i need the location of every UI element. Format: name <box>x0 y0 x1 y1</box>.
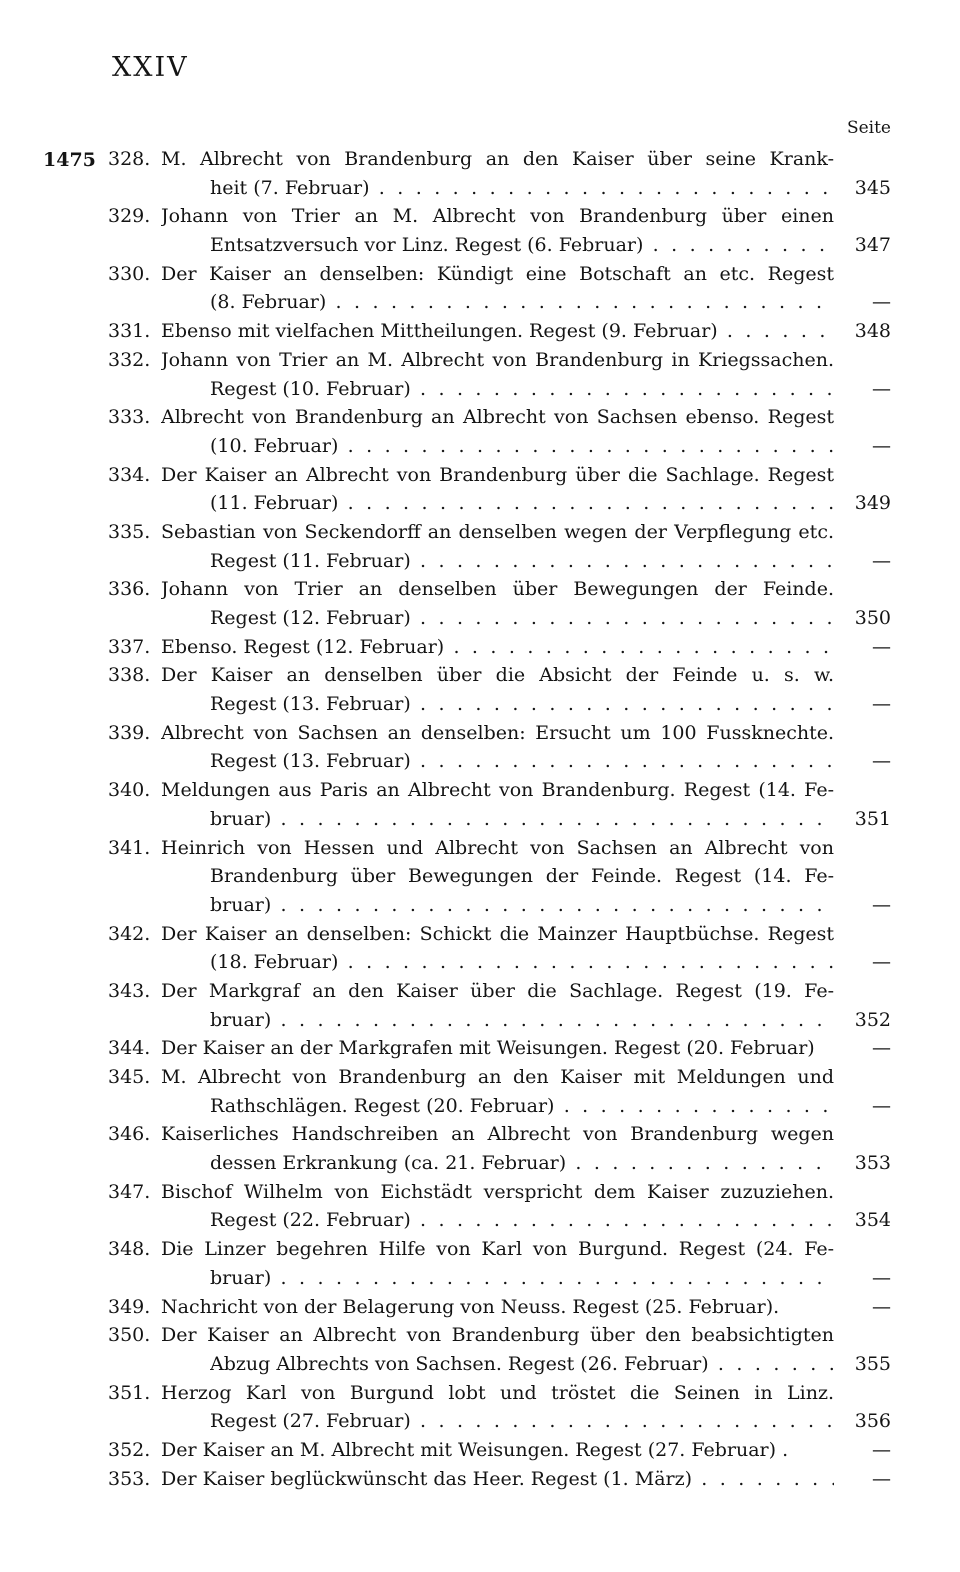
entry-first-line <box>0 575 960 604</box>
entry-page-reference: 347 <box>854 234 891 257</box>
entry-text: Regest (12. Februar) . . . <box>210 604 834 633</box>
page-column-label: Seite <box>846 118 891 138</box>
entry-page-reference: 345 <box>854 176 891 199</box>
toc-entry <box>0 834 960 920</box>
toc-entry <box>0 260 960 317</box>
entry-page-reference: — <box>872 1295 891 1318</box>
entry-continuation-line <box>0 375 960 404</box>
toc-entry <box>0 1379 960 1436</box>
entry-continuation-line <box>0 288 960 317</box>
entry-text: Regest (11. Februar) . . . <box>210 547 834 576</box>
entry-number: 331. <box>108 320 151 343</box>
entry-page-reference: 356 <box>854 1410 891 1433</box>
entry-first-line <box>0 317 960 346</box>
toc-entry <box>0 1034 960 1063</box>
entry-page-reference: 355 <box>854 1352 891 1375</box>
entry-first-line <box>0 633 960 662</box>
entry-continuation-line <box>0 1407 960 1436</box>
toc-entry <box>0 202 960 259</box>
entry-text: Der Kaiser an denselben über die Absicht der Feinde u. s. w. <box>161 664 834 687</box>
entry-text: Der Kaiser an M. Albrecht mit Weisungen. Regest (27. Februar) . <box>161 1438 789 1461</box>
toc-entry <box>0 317 960 346</box>
entry-page-reference: 351 <box>854 807 891 830</box>
entry-text: Regest (13. Februar) . . . <box>210 747 834 776</box>
entry-text: M. Albrecht von Brandenburg an den Kaiser mit Meldungen und <box>161 1066 834 1088</box>
entry-first-line <box>0 1465 960 1494</box>
entry-text: Bischof Wilhelm von Eichstädt verspricht dem Kaiser zuzuziehen. <box>161 1180 834 1203</box>
entry-text: Die Linzer begehren Hilfe von Karl von Burgund. Regest (24. Fe- <box>161 1238 834 1261</box>
toc-entry <box>0 461 960 518</box>
entry-number: 343. <box>108 979 151 1002</box>
entry-first-line <box>0 1063 960 1092</box>
entry-continuation-line <box>0 432 960 461</box>
entry-number: 342. <box>108 922 151 945</box>
entry-continuation-line <box>0 690 960 719</box>
toc-entry <box>0 977 960 1034</box>
toc-entry <box>0 145 960 202</box>
entry-first-line <box>0 977 960 1006</box>
page-number: XXIV <box>112 52 189 83</box>
entry-first-line <box>0 1120 960 1149</box>
entry-number: 328. <box>108 148 151 170</box>
entry-first-line <box>0 661 960 690</box>
entry-continuation-line <box>0 1206 960 1235</box>
entry-number: 338. <box>108 664 151 687</box>
entry-text: bruar) . . . <box>210 1006 834 1035</box>
toc-entry <box>0 719 960 776</box>
entry-text: Ebenso. Regest (12. Februar) . . . <box>161 633 834 662</box>
entry-text: Abzug Albrechts von Sachsen. Regest (26. Februar) . . . <box>210 1350 834 1379</box>
entry-number: 346. <box>108 1123 151 1146</box>
entry-text: Johann von Trier an denselben über Bewegungen der Feinde. <box>161 578 834 601</box>
entry-first-line <box>0 403 960 432</box>
entry-first-line <box>0 1379 960 1408</box>
entry-first-line <box>0 461 960 490</box>
entry-text: Rathschlägen. Regest (20. Februar) . . . <box>210 1092 834 1121</box>
entry-continuation-line <box>0 891 960 920</box>
toc-entry <box>0 1120 960 1177</box>
entry-text: Regest (27. Februar) . . . <box>210 1407 834 1436</box>
entry-continuation-line <box>0 862 960 891</box>
entry-continuation-line <box>0 547 960 576</box>
entry-text: bruar) . . . <box>210 1264 834 1293</box>
entry-page-reference: 353 <box>854 1152 891 1175</box>
toc-entry <box>0 1465 960 1494</box>
toc-entry <box>0 920 960 977</box>
entry-number: 352. <box>108 1438 151 1461</box>
entry-continuation-line <box>0 489 960 518</box>
entry-text: Der Kaiser an denselben: Schickt die Mainzer Hauptbüchse. Regest <box>161 922 834 945</box>
entry-first-line <box>0 346 960 375</box>
entry-page-reference: 354 <box>854 1209 891 1232</box>
toc-entry <box>0 346 960 403</box>
entry-text: (18. Februar) . . . <box>210 948 834 977</box>
entry-first-line <box>0 1235 960 1264</box>
entry-text: Meldungen aus Paris an Albrecht von Brandenburg. Regest (14. Fe- <box>161 779 834 802</box>
entry-text: Regest (10. Februar) . . . <box>210 375 834 404</box>
toc-entry <box>0 1235 960 1292</box>
entry-page-reference: — <box>872 377 891 400</box>
entry-number: 337. <box>108 635 151 658</box>
entry-first-line <box>0 776 960 805</box>
entry-number: 341. <box>108 836 151 859</box>
entry-text: (8. Februar) . . . <box>210 288 834 317</box>
entry-page-reference: — <box>872 1438 891 1461</box>
entry-page-reference: 348 <box>854 320 891 343</box>
entry-text: bruar) . . . <box>210 891 834 920</box>
entry-continuation-line <box>0 231 960 260</box>
entry-number: 344. <box>108 1037 151 1060</box>
entry-number: 349. <box>108 1295 151 1318</box>
entry-text: Nachricht von der Belagerung von Neuss. Regest (25. Februar). <box>161 1295 780 1318</box>
entry-page-reference: — <box>872 750 891 773</box>
entry-number: 329. <box>108 205 151 228</box>
entry-continuation-line <box>0 747 960 776</box>
entry-text: Der Kaiser an Albrecht von Brandenburg über den beabsichtigten <box>161 1324 834 1347</box>
toc-entry <box>0 1436 960 1465</box>
entry-page-reference: — <box>872 434 891 457</box>
entry-first-line <box>0 719 960 748</box>
entry-text: bruar) . . . <box>210 805 834 834</box>
entry-continuation-line <box>0 1264 960 1293</box>
entry-first-line <box>0 260 960 289</box>
entry-page-reference: — <box>872 1037 891 1060</box>
entry-number: 351. <box>108 1381 151 1404</box>
entry-text: Sebastian von Seckendorff an denselben wegen der Verpflegung etc. <box>161 520 834 543</box>
entry-first-line <box>0 202 960 231</box>
toc-entry <box>0 776 960 833</box>
toc-entry <box>0 1063 960 1120</box>
entry-text: Brandenburg über Bewegungen der Feinde. Regest (14. Fe- <box>210 865 834 888</box>
entry-number: 347. <box>108 1180 151 1203</box>
entry-text: Entsatzversuch vor Linz. Regest (6. Februar) . . . <box>210 231 834 260</box>
entry-text: Der Kaiser beglückwünscht das Heer. Regest (1. März) . . . <box>161 1465 834 1494</box>
entry-page-reference: — <box>872 693 891 716</box>
entry-page-reference: 350 <box>854 607 891 629</box>
entry-continuation-line <box>0 604 960 633</box>
entry-text: Der Kaiser an denselben: Kündigt eine Botschaft an etc. Regest <box>161 262 834 285</box>
toc-entry <box>0 575 960 632</box>
entry-page-reference: — <box>872 1094 891 1117</box>
entry-continuation-line <box>0 1092 960 1121</box>
entry-number: 350. <box>108 1324 151 1347</box>
entry-text: Ebenso mit vielfachen Mittheilungen. Regest (9. Februar) . . . <box>161 317 834 346</box>
entry-page-reference: — <box>872 893 891 916</box>
entry-continuation-line <box>0 1149 960 1178</box>
year-marker: 1475 <box>43 149 96 171</box>
entry-text: Kaiserliches Handschreiben an Albrecht von Brandenburg wegen <box>161 1123 834 1146</box>
entry-text: Der Kaiser an der Markgrafen mit Weisungen. Regest (20. Februar) <box>161 1037 815 1060</box>
entry-number: 335. <box>108 520 151 543</box>
entry-page-reference: — <box>872 1467 891 1490</box>
entry-first-line <box>0 518 960 547</box>
toc-entry <box>0 1178 960 1235</box>
entry-first-line <box>0 920 960 949</box>
entry-page-reference: — <box>872 291 891 314</box>
entry-text: Der Markgraf an den Kaiser über die Sachlage. Regest (19. Fe- <box>161 979 834 1002</box>
entry-first-line <box>0 145 960 174</box>
entry-number: 336. <box>108 578 151 601</box>
entry-first-line <box>0 1321 960 1350</box>
entry-text: dessen Erkrankung (ca. 21. Februar) . . . <box>210 1149 834 1178</box>
entry-text: Herzog Karl von Burgund lobt und tröstet die Seinen in Linz. <box>161 1381 834 1404</box>
toc-entry <box>0 403 960 460</box>
entry-number: 353. <box>108 1467 151 1490</box>
toc-entry <box>0 518 960 575</box>
entry-page-reference: — <box>872 1266 891 1289</box>
entry-number: 330. <box>108 262 151 285</box>
entry-first-line <box>0 834 960 863</box>
entry-first-line <box>0 1293 960 1322</box>
entry-number: 345. <box>108 1066 151 1088</box>
entry-number: 332. <box>108 348 151 371</box>
entry-page-reference: — <box>872 635 891 658</box>
entry-number: 340. <box>108 779 151 802</box>
entry-page-reference: — <box>872 951 891 974</box>
entry-text: Regest (22. Februar) . . . <box>210 1206 834 1235</box>
entry-number: 348. <box>108 1238 151 1261</box>
entry-continuation-line <box>0 805 960 834</box>
entry-first-line <box>0 1178 960 1207</box>
entry-text: heit (7. Februar) . . . <box>210 174 834 203</box>
entry-first-line <box>0 1436 960 1465</box>
entry-number: 333. <box>108 406 151 429</box>
entry-text: Albrecht von Sachsen an denselben: Ersucht um 100 Fussknechte. <box>161 721 834 744</box>
entry-text: M. Albrecht von Brandenburg an den Kaiser über seine Krank- <box>161 148 834 170</box>
entry-number: 339. <box>108 721 151 744</box>
entry-text: (11. Februar) . . . <box>210 489 834 518</box>
toc-entry <box>0 633 960 662</box>
entry-continuation-line <box>0 174 960 203</box>
entry-text: Regest (13. Februar) . . . <box>210 690 834 719</box>
entry-text: Johann von Trier an M. Albrecht von Brandenburg über einen <box>161 205 834 228</box>
toc-entry <box>0 661 960 718</box>
toc-entry <box>0 1293 960 1322</box>
table-of-contents <box>0 145 960 1493</box>
toc-entry <box>0 1321 960 1378</box>
entry-number: 334. <box>108 463 151 486</box>
entry-page-reference: 349 <box>854 492 891 515</box>
entry-text: Albrecht von Brandenburg an Albrecht von Sachsen ebenso. Regest <box>161 406 834 429</box>
entry-text: Der Kaiser an Albrecht von Brandenburg über die Sachlage. Regest <box>161 463 834 486</box>
entry-page-reference: — <box>872 549 891 572</box>
entry-first-line <box>0 1034 960 1063</box>
entry-text: Johann von Trier an M. Albrecht von Brandenburg in Kriegssachen. <box>161 348 834 371</box>
entry-continuation-line <box>0 948 960 977</box>
entry-page-reference: 352 <box>854 1008 891 1031</box>
entry-text: Heinrich von Hessen und Albrecht von Sachsen an Albrecht von <box>161 836 834 859</box>
entry-continuation-line <box>0 1350 960 1379</box>
entry-text: (10. Februar) . . . <box>210 432 834 461</box>
entry-continuation-line <box>0 1006 960 1035</box>
